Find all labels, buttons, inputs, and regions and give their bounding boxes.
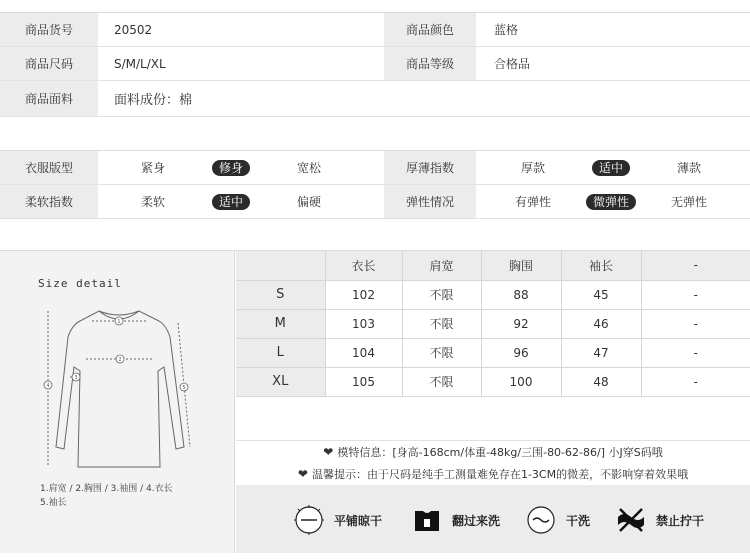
size-cell: S — [236, 280, 325, 309]
attribute-label: 厚薄指数 — [384, 151, 476, 184]
care-label: 干洗 — [566, 513, 591, 528]
legend-line: 1.肩宽 / 2.胸围 / 3.袖围 / 4.衣长 — [40, 484, 173, 494]
product-info-table — [0, 12, 750, 117]
attribute-options — [476, 151, 750, 184]
info-label: 商品颜色 — [384, 13, 476, 46]
info-label: 商品尺码 — [0, 47, 98, 80]
attribute-label: 衣服版型 — [0, 151, 98, 184]
table-cell: 96 — [481, 338, 561, 367]
table-cell: 48 — [561, 367, 641, 396]
attribute-option: 薄款 — [676, 161, 701, 175]
table-row — [236, 367, 750, 396]
svg-text:5: 5 — [182, 385, 186, 391]
model-info-text: 模特信息：[身高-168cm/体重-48kg/三围-80-62-86/] 小J穿S码哦 — [337, 445, 663, 459]
care-instructions — [236, 485, 750, 553]
heart-icon: ❤ — [297, 467, 308, 481]
info-label: 商品等级 — [384, 47, 476, 80]
shirt-diagram-icon — [34, 297, 204, 477]
table-header-cell: 肩宽 — [402, 251, 481, 280]
table-cell: 102 — [325, 280, 402, 309]
table-header-cell: 衣长 — [325, 251, 402, 280]
info-value: 20502 — [114, 22, 153, 37]
table-cell: 103 — [325, 309, 402, 338]
no-wring-icon — [616, 505, 646, 535]
table-row — [236, 280, 750, 309]
attribute-option: 厚款 — [520, 161, 545, 175]
care-item — [412, 505, 500, 535]
table-header-cell: 胸围 — [481, 251, 561, 280]
attribute-option-selected: 微弹性 — [572, 193, 650, 210]
table-cell: 46 — [561, 309, 641, 338]
attribute-option: 偏硬 — [296, 195, 321, 209]
attribute-option: 有弹性 — [514, 195, 551, 209]
table-cell: 105 — [325, 367, 402, 396]
care-label: 禁止拧干 — [656, 513, 705, 528]
attribute-option: 宽松 — [296, 161, 321, 175]
measurement-legend — [40, 482, 230, 510]
table-cell: - — [641, 280, 750, 309]
table-cell: 100 — [481, 367, 561, 396]
model-info — [236, 440, 750, 462]
flat-dry-icon — [294, 505, 324, 535]
size-detail-title: Size detail — [38, 277, 122, 290]
attribute-option: 紧身 — [140, 161, 165, 175]
info-label: 商品货号 — [0, 13, 98, 46]
table-row — [236, 338, 750, 367]
table-cell: 不限 — [402, 280, 481, 309]
svg-text:4: 4 — [46, 383, 50, 389]
size-section — [0, 250, 750, 552]
table-header-cell: 袖长 — [561, 251, 641, 280]
table-cell: 不限 — [402, 338, 481, 367]
attribute-table — [0, 150, 750, 219]
table-header-row — [236, 251, 750, 280]
size-tip-text: 温馨提示：由于尺码是纯手工测量难免存在1-3CM的微差，不影响穿着效果哦 — [311, 468, 689, 481]
attribute-row — [0, 185, 750, 219]
size-cell: M — [236, 309, 325, 338]
care-item — [526, 505, 590, 535]
attribute-option: 柔软 — [140, 195, 165, 209]
care-item — [294, 505, 382, 535]
size-detail-panel — [0, 251, 235, 553]
fabric-label: 商品面料 — [0, 81, 98, 116]
heart-icon: ❤ — [323, 444, 334, 459]
info-row — [0, 81, 750, 117]
fabric-value: 面料成份：棉 — [114, 93, 193, 108]
info-value: 蓝格 — [494, 23, 519, 37]
legend-line: 5.袖长 — [40, 498, 67, 508]
table-cell: - — [641, 367, 750, 396]
attribute-label: 柔软指数 — [0, 185, 98, 218]
attribute-option-selected: 适中 — [192, 193, 270, 210]
care-label: 翻过来洗 — [452, 513, 501, 528]
size-cell: XL — [236, 367, 325, 396]
table-cell: 不限 — [402, 367, 481, 396]
attribute-option: 无弹性 — [670, 195, 707, 209]
size-tip — [236, 463, 750, 485]
table-cell: 104 — [325, 338, 402, 367]
attribute-options — [98, 151, 382, 184]
dry-clean-icon — [526, 505, 556, 535]
table-cell: 47 — [561, 338, 641, 367]
table-header-cell — [236, 251, 325, 280]
attribute-options — [476, 185, 750, 218]
info-row — [0, 47, 750, 81]
table-cell: 88 — [481, 280, 561, 309]
care-item — [616, 505, 704, 535]
attribute-options — [98, 185, 382, 218]
attribute-row — [0, 151, 750, 185]
attribute-label: 弹性情况 — [384, 185, 476, 218]
table-cell: 45 — [561, 280, 641, 309]
svg-text:3: 3 — [74, 375, 78, 381]
svg-text:2: 2 — [118, 357, 122, 363]
info-value: S/M/L/XL — [114, 56, 166, 71]
table-cell: 92 — [481, 309, 561, 338]
size-table — [236, 251, 750, 397]
table-cell: - — [641, 309, 750, 338]
attribute-option-selected: 修身 — [192, 159, 270, 176]
care-label: 平铺晾干 — [334, 513, 383, 528]
svg-text:1: 1 — [117, 319, 121, 325]
table-cell: 不限 — [402, 309, 481, 338]
attribute-option-selected: 适中 — [572, 159, 650, 176]
info-row — [0, 13, 750, 47]
info-value: 合格品 — [494, 57, 531, 71]
table-cell: - — [641, 338, 750, 367]
turn-over-wash-icon — [412, 505, 442, 535]
table-row — [236, 309, 750, 338]
table-header-cell: - — [641, 251, 750, 280]
size-cell: L — [236, 338, 325, 367]
